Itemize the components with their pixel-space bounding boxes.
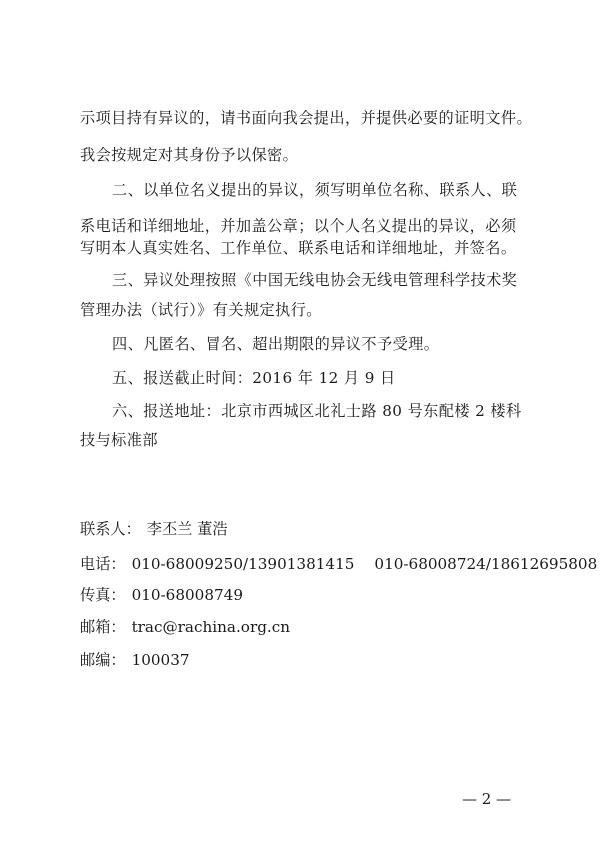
fax-value: 010-68008749	[131, 586, 243, 604]
body-line-3: 二、以单位名义提出的异议，须写明单位名称、联系人、联	[112, 181, 518, 199]
zip-label: 邮编：	[80, 651, 126, 669]
phone-row	[80, 554, 597, 574]
zip-value: 100037	[131, 651, 190, 669]
email-label: 邮箱：	[80, 618, 126, 636]
email-value: trac@rachina.org.cn	[131, 618, 291, 636]
body-line-5: 写明本人真实姓名、工作单位、联系电话和详细地址，并签名。	[80, 239, 517, 257]
phone-value-2: 010-68008724/18612695808	[374, 555, 598, 573]
contact-person-row	[80, 519, 228, 539]
body-line-8: 四、凡匿名、冒名、超出期限的异议不予受理。	[112, 335, 440, 353]
body-line-7: 管理办法（试行）》有关规定执行。	[80, 301, 322, 319]
contact-person-value: 李丕兰 董浩	[146, 520, 228, 538]
body-line-1: 示项目持有异议的，请书面向我会提出，并提供必要的证明文件。	[80, 109, 533, 127]
body-line-11: 技与标准部	[80, 431, 158, 449]
fax-label: 传真：	[80, 586, 126, 604]
email-row	[80, 617, 290, 637]
body-line-2: 我会按规定对其身份予以保密。	[80, 146, 299, 164]
body-line-10: 六、报送地址：北京市西城区北礼士路 80 号东配楼 2 楼科	[112, 402, 522, 420]
phone-label: 电话：	[80, 555, 126, 573]
contact-person-label: 联系人：	[80, 520, 141, 538]
body-line-4: 系电话和详细地址，并加盖公章；以个人名义提出的异议，必须	[80, 217, 517, 235]
page-number: — 2 —	[462, 790, 512, 808]
body-line-6: 三、异议处理按照《中国无线电协会无线电管理科学技术奖	[112, 271, 518, 289]
zip-row	[80, 650, 190, 670]
fax-row	[80, 585, 243, 605]
phone-value-1: 010-68009250/13901381415	[131, 555, 355, 573]
body-line-9: 五、报送截止时间：2016 年 12 月 9 日	[112, 369, 396, 387]
